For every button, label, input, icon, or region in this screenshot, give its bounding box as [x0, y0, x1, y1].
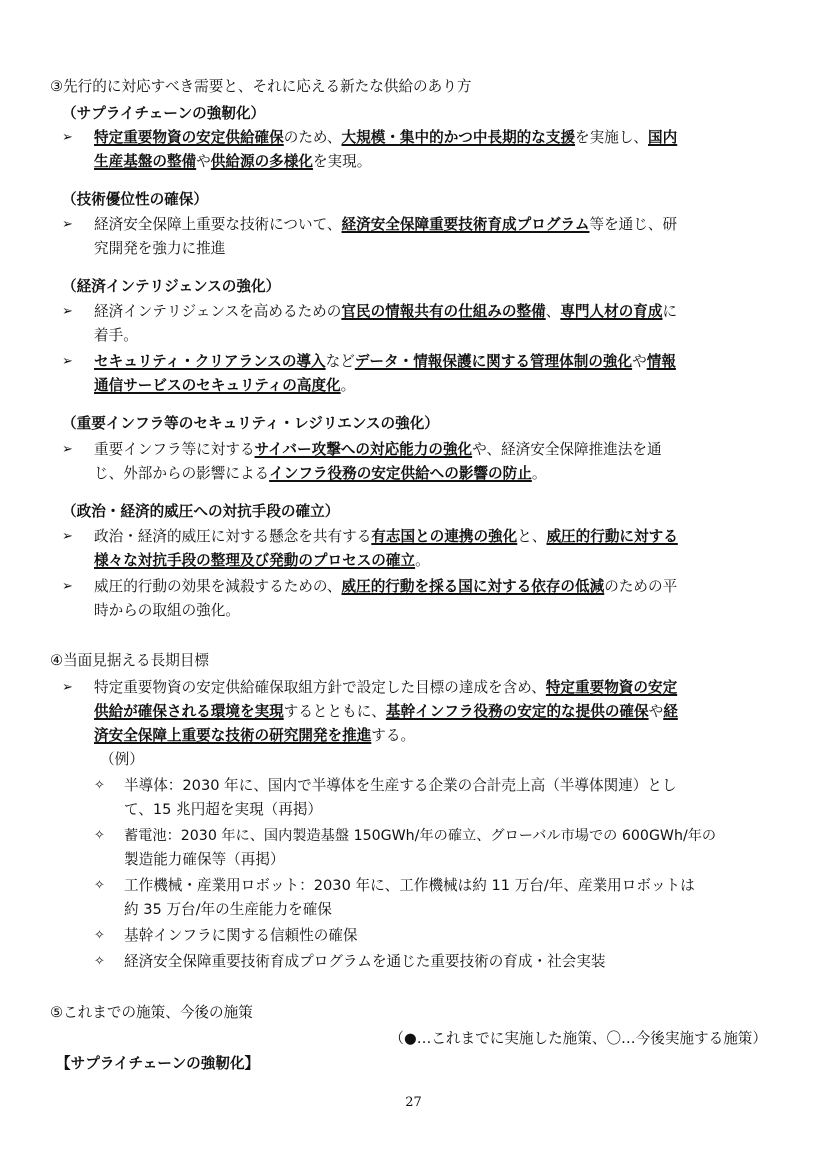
- example-1-line2: て、15 兆円超を実現（再掲）: [124, 801, 323, 818]
- section-3-heading: ③先行的に対応すべき需要と、それに応える新たな供給のあり方: [50, 78, 472, 95]
- goal-bullet-line3: 済安全保障上重要な技術の研究開発を推進する。: [94, 727, 416, 744]
- coercion-bullet1-line2: 様々な対抗手段の整理及び発動のプロセスの確立。: [94, 552, 430, 569]
- example-4: 基幹インフラに関する信頼性の確保: [124, 927, 358, 944]
- tech-bullet-line2: 究開発を強力に推進: [94, 240, 226, 257]
- example-1-line1: 半導体：2030 年に、国内で半導体を生産する企業の合計売上高（半導体関連）とし: [124, 777, 677, 794]
- infra-title: （重要インフラ等のセキュリティ・レジリエンスの強化）: [62, 415, 439, 432]
- example-2-line1: 蓄電池：2030 年に、国内製造基盤 150GWh/年の確立、グローバル市場での 600GWh/年の: [124, 828, 717, 844]
- bullet-marker: ➢: [62, 217, 73, 232]
- example-3-line1: 工作機械・産業用ロボット：2030 年に、工作機械は約 11 万台/年、産業用ロボットは: [124, 877, 695, 894]
- intel-bullet1-line2: 着手。: [94, 327, 138, 344]
- example-3-line2: 約 35 万台/年の生産能力を確保: [124, 901, 332, 918]
- example-2-line2: 製造能力確保等（再掲）: [124, 851, 285, 868]
- goal-bullet-line2: 供給が確保される環境を実現するとともに、基幹インフラ役務の安定的な提供の確保や経: [94, 703, 678, 720]
- tech-title: （技術優位性の確保）: [62, 191, 208, 208]
- bullet-marker: ➢: [62, 680, 73, 695]
- bullet-marker: ➢: [62, 442, 73, 457]
- intel-bullet2-line1: セキュリティ・クリアランスの導入などデータ・情報保護に関する管理体制の強化や情報: [94, 353, 676, 370]
- example-5: 経済安全保障重要技術育成プログラムを通じた重要技術の育成・社会実装: [124, 953, 606, 970]
- goal-bullet-line1: 特定重要物資の安定供給確保取組方針で設定した目標の達成を含め、特定重要物資の安定: [94, 679, 678, 696]
- diamond-marker: ✧: [94, 954, 105, 969]
- supply-bullet-line2: 生産基盤の整備や供給源の多様化を実現。: [94, 153, 372, 170]
- bullet-marker: ➢: [62, 354, 73, 369]
- intel-bullet2-line2: 通信サービスのセキュリティの高度化。: [94, 377, 356, 394]
- page-number: 27: [405, 1095, 422, 1110]
- supply-chain-title: （サプライチェーンの強靭化）: [62, 105, 266, 122]
- coercion-bullet2-line1: 威圧的行動の効果を減殺するための、威圧的行動を採る国に対する依存の低減のための平: [94, 578, 678, 595]
- section-4-heading: ④当面見据える長期目標: [50, 652, 210, 669]
- diamond-marker: ✧: [94, 928, 105, 943]
- diamond-marker: ✧: [94, 828, 105, 843]
- infra-bullet-line2: じ、外部からの影響によるインフラ役務の安定供給への影響の防止。: [94, 465, 547, 482]
- diamond-marker: ✧: [94, 778, 105, 793]
- bullet-marker: ➢: [62, 579, 73, 594]
- intel-bullet1-line1: 経済インテリジェンスを高めるための官民の情報共有の仕組みの整備、専門人材の育成に: [94, 303, 678, 320]
- measures-legend: （●…これまでに実施した施策、〇…今後実施する施策）: [389, 1030, 767, 1047]
- diamond-marker: ✧: [94, 878, 105, 893]
- bullet-marker: ➢: [62, 529, 73, 544]
- coercion-bullet1-line1: 政治・経済的威圧に対する懸念を共有する有志国との連携の強化と、威圧的行動に対する: [94, 528, 678, 545]
- tech-bullet-line1: 経済安全保障上重要な技術について、経済安全保障重要技術育成プログラム等を通じ、研: [94, 216, 678, 233]
- supply-bullet-line1: 特定重要物資の安定供給確保のため、大規模・集中的かつ中長期的な支援を実施し、国内: [94, 129, 678, 146]
- infra-bullet-line1: 重要インフラ等に対するサイバー攻撃への対応能力の強化や、経済安全保障推進法を通: [94, 441, 662, 458]
- section-5-heading: ⑤これまでの施策、今後の施策: [50, 1004, 253, 1021]
- intel-title: （経済インテリジェンスの強化）: [62, 278, 281, 295]
- example-label: （例）: [100, 751, 144, 768]
- supply-chain-subtitle: 【サプライチェーンの強靭化】: [56, 1055, 260, 1072]
- bullet-marker: ➢: [62, 304, 73, 319]
- bullet-marker: ➢: [62, 130, 73, 145]
- coercion-bullet2-line2: 時からの取組の強化。: [94, 602, 240, 619]
- coercion-title: （政治・経済的威圧への対抗手段の確立）: [62, 503, 340, 520]
